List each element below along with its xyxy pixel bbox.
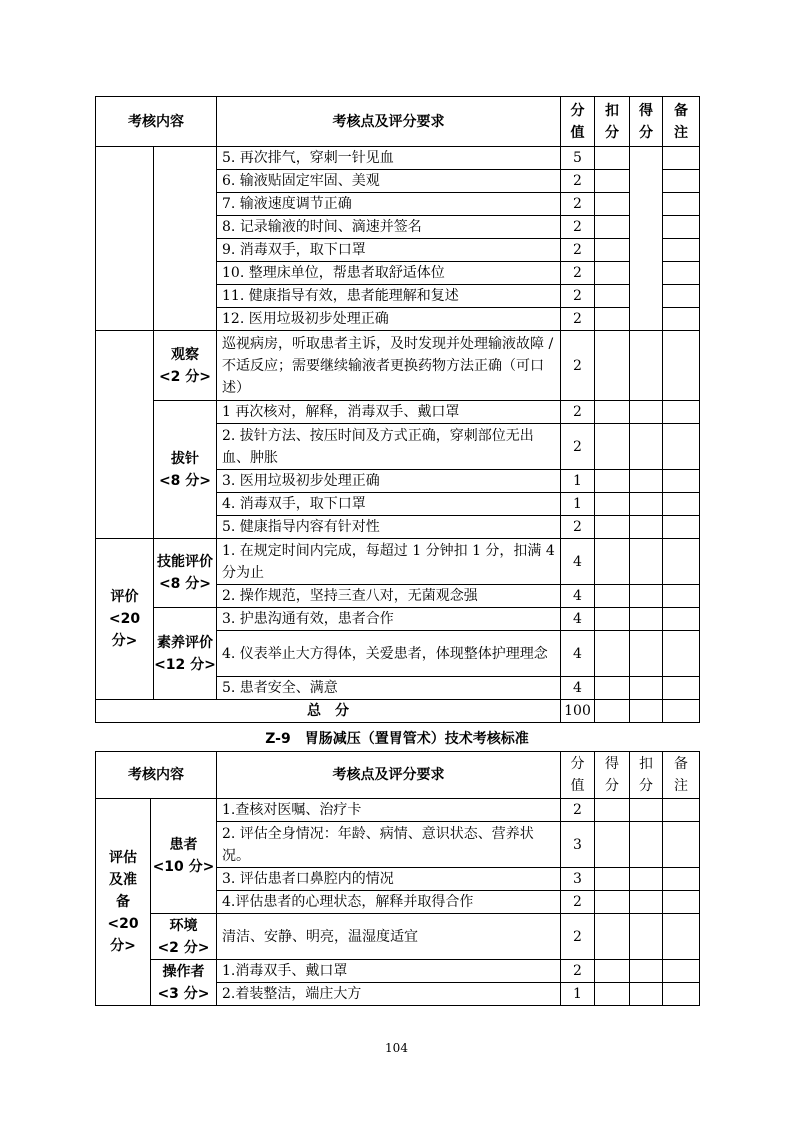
group-points: <2 分>	[158, 368, 212, 385]
deduct-cell[interactable]	[630, 960, 663, 983]
group-name: 患者	[169, 837, 198, 853]
get-cell[interactable]	[595, 799, 630, 822]
group-observe	[154, 331, 217, 401]
criterion-text: 4. 仪表举止大方得体，关爱患者，体现整体护理理念	[217, 631, 561, 677]
score-value: 4	[561, 585, 595, 608]
header-note: 备注	[663, 97, 700, 147]
criterion-text: 3. 护患沟通有效，患者合作	[217, 608, 561, 631]
group-remove	[154, 401, 217, 539]
criterion-text: 1 再次核对，解释，消毒双手、戴口罩	[217, 401, 561, 424]
score-value: 2	[561, 891, 595, 914]
criterion-text: 2.着装整洁，端庄大方	[217, 983, 561, 1006]
get-cell[interactable]	[630, 147, 663, 331]
score-value: 5	[561, 147, 595, 170]
criterion-text: 8. 记录输液的时间、滴速并签名	[217, 216, 561, 239]
note-cell[interactable]	[663, 308, 700, 331]
get-cell[interactable]	[595, 822, 630, 868]
criterion-text: 巡视病房，听取患者主诉，及时发现并处理输液故障 / 不适反应；需要继续输液者更换药物方法正确（可口述）	[217, 331, 561, 401]
deduct-cell[interactable]	[595, 170, 630, 193]
criterion-text: 2. 拔针方法、按压时间及方式正确，穿刺部位无出血、肿胀	[217, 424, 561, 470]
note-cell[interactable]	[663, 983, 700, 1006]
deduct-cell[interactable]	[595, 401, 630, 424]
score-value: 4	[561, 677, 595, 700]
deduct-cell[interactable]	[595, 262, 630, 285]
score-value: 2	[561, 262, 595, 285]
note-cell[interactable]	[663, 516, 700, 539]
header-points: 考核点及评分要求	[217, 97, 561, 147]
score-value: 2	[561, 799, 595, 822]
note-cell[interactable]	[663, 631, 700, 677]
group-name: 评估及准备	[109, 850, 137, 910]
note-cell[interactable]	[663, 262, 700, 285]
get-cell[interactable]	[630, 401, 663, 424]
table-row	[96, 914, 700, 960]
total-row	[96, 700, 700, 723]
deduct-cell[interactable]	[595, 493, 630, 516]
note-cell[interactable]	[663, 424, 700, 470]
deduct-cell[interactable]	[595, 585, 630, 608]
note-cell[interactable]	[663, 285, 700, 308]
note-cell[interactable]	[663, 193, 700, 216]
get-cell[interactable]	[630, 424, 663, 470]
note-cell[interactable]	[663, 470, 700, 493]
note-cell[interactable]	[663, 147, 700, 170]
group-points: <3 分>	[157, 985, 210, 1002]
note-cell[interactable]	[663, 822, 700, 868]
get-cell[interactable]	[630, 516, 663, 539]
criterion-text: 1. 在规定时间内完成，每超过 1 分钟扣 1 分，扣满 4 分为止	[217, 539, 561, 585]
deduct-cell[interactable]	[595, 285, 630, 308]
criterion-text: 9. 消毒双手，取下口罩	[217, 239, 561, 262]
note-cell[interactable]	[663, 331, 700, 401]
blank-cell	[154, 147, 217, 331]
deduct-cell[interactable]	[595, 516, 630, 539]
criterion-text: 10. 整理床单位，帮患者取舒适体位	[217, 262, 561, 285]
deduct-cell[interactable]	[595, 539, 630, 585]
deduct-cell[interactable]	[595, 631, 630, 677]
criterion-text: 12. 医用垃圾初步处理正确	[217, 308, 561, 331]
group-operator	[151, 960, 217, 1006]
score-value: 2	[561, 914, 595, 960]
note-cell[interactable]	[663, 700, 700, 723]
table-header-row	[96, 752, 700, 799]
score-value: 2	[561, 308, 595, 331]
group-quality	[154, 608, 217, 700]
criterion-text: 5. 患者安全、满意	[217, 677, 561, 700]
group-environment	[151, 914, 217, 960]
note-cell[interactable]	[663, 493, 700, 516]
criterion-text: 1.消毒双手、戴口罩	[217, 960, 561, 983]
note-cell[interactable]	[663, 539, 700, 585]
group-name: 评价<20	[108, 589, 141, 627]
get-cell[interactable]	[630, 585, 663, 608]
deduct-cell[interactable]	[595, 308, 630, 331]
score-value: 2	[561, 401, 595, 424]
table-row	[96, 960, 700, 983]
score-value: 2	[561, 193, 595, 216]
group-assess	[96, 799, 151, 1006]
deduct-cell[interactable]	[630, 868, 663, 891]
score-value: 2	[561, 170, 595, 193]
score-value: 1	[561, 493, 595, 516]
get-cell[interactable]	[630, 677, 663, 700]
get-cell[interactable]	[630, 608, 663, 631]
table-row	[96, 401, 700, 424]
note-cell[interactable]	[663, 914, 700, 960]
header-deduct: 扣分	[630, 752, 663, 799]
score-value: 3	[561, 822, 595, 868]
group-points: <20 分>	[107, 916, 139, 954]
criterion-text: 清洁、安静、明亮，温湿度适宜	[217, 914, 561, 960]
section-title: Z-9 胃肠减压（置胃管术）技术考核标准	[265, 731, 529, 747]
criterion-text: 2. 操作规范，坚持三查八对，无菌观念强	[217, 585, 561, 608]
score-value: 3	[561, 868, 595, 891]
group-points: <12 分>	[154, 656, 216, 673]
group-name: 环境	[169, 917, 198, 934]
criterion-text: 5. 再次排气，穿刺一针见血	[217, 147, 561, 170]
group-skill	[154, 539, 217, 608]
header-get: 得分	[595, 752, 630, 799]
deduct-cell[interactable]	[630, 983, 663, 1006]
score-value: 2	[561, 239, 595, 262]
note-cell[interactable]	[663, 585, 700, 608]
get-cell[interactable]	[630, 470, 663, 493]
score-value: 2	[561, 216, 595, 239]
criterion-text: 3. 评估患者口鼻腔内的情况	[217, 868, 561, 891]
header-deduct: 扣分	[595, 97, 630, 147]
group-points: 分>	[111, 633, 138, 649]
header-get: 得分	[630, 97, 663, 147]
scoring-table-1	[95, 96, 700, 723]
note-cell[interactable]	[663, 868, 700, 891]
note-cell[interactable]	[663, 799, 700, 822]
deduct-cell[interactable]	[595, 677, 630, 700]
total-label: 总 分	[96, 700, 561, 723]
header-points: 考核点及评分要求	[217, 752, 561, 799]
table-row	[96, 539, 700, 585]
score-value: 2	[561, 331, 595, 401]
note-cell[interactable]	[663, 677, 700, 700]
note-cell[interactable]	[663, 891, 700, 914]
get-cell[interactable]	[630, 631, 663, 677]
deduct-cell[interactable]	[595, 147, 630, 170]
criterion-text: 4.评估患者的心理状态，解释并取得合作	[217, 891, 561, 914]
criterion-text: 1.查核对医嘱、治疗卡	[217, 799, 561, 822]
header-content: 考核内容	[96, 97, 217, 147]
deduct-cell[interactable]	[630, 914, 663, 960]
score-value: 2	[561, 960, 595, 983]
criterion-text: 11. 健康指导有效，患者能理解和复述	[217, 285, 561, 308]
header-score: 分值	[561, 97, 595, 147]
deduct-cell[interactable]	[595, 608, 630, 631]
get-cell[interactable]	[595, 891, 630, 914]
get-cell[interactable]	[595, 960, 630, 983]
group-points: <2 分>	[157, 939, 210, 956]
get-cell[interactable]	[595, 914, 630, 960]
get-cell[interactable]	[630, 331, 663, 401]
score-value: 4	[561, 539, 595, 585]
score-value: 2	[561, 285, 595, 308]
deduct-cell[interactable]	[595, 331, 630, 401]
note-cell[interactable]	[663, 960, 700, 983]
score-value: 1	[561, 470, 595, 493]
criterion-text: 7. 输液速度调节正确	[217, 193, 561, 216]
deduct-cell[interactable]	[630, 822, 663, 868]
deduct-cell[interactable]	[595, 239, 630, 262]
score-value: 2	[561, 516, 595, 539]
get-cell[interactable]	[595, 868, 630, 891]
group-evaluate	[96, 539, 154, 700]
group-patient	[151, 799, 217, 914]
deduct-cell[interactable]	[630, 891, 663, 914]
note-cell[interactable]	[663, 608, 700, 631]
criterion-text: 3. 医用垃圾初步处理正确	[217, 470, 561, 493]
criterion-text: 4. 消毒双手，取下口罩	[217, 493, 561, 516]
table-row	[96, 608, 700, 631]
score-value: 1	[561, 983, 595, 1006]
deduct-cell[interactable]	[595, 193, 630, 216]
deduct-cell[interactable]	[595, 700, 630, 723]
header-note: 备注	[663, 752, 700, 799]
table-row	[96, 799, 700, 822]
group-points: <8 分>	[158, 576, 212, 592]
table-row	[96, 147, 700, 170]
note-cell[interactable]	[663, 239, 700, 262]
note-cell[interactable]	[663, 216, 700, 239]
group-name: 观察	[171, 346, 199, 363]
score-value: 4	[561, 608, 595, 631]
scoring-table-2	[95, 751, 700, 1006]
deduct-cell[interactable]	[630, 799, 663, 822]
note-cell[interactable]	[663, 170, 700, 193]
criterion-text: 5. 健康指导内容有针对性	[217, 516, 561, 539]
deduct-cell[interactable]	[595, 424, 630, 470]
blank-cell	[96, 331, 154, 539]
blank-cell	[96, 147, 154, 331]
score-value: 4	[561, 631, 595, 677]
group-points: <10 分>	[152, 859, 215, 875]
group-name: 素养评价	[157, 634, 213, 651]
group-points: <8 分>	[158, 472, 212, 489]
group-name: 技能评价	[157, 554, 213, 570]
page-number: 104	[385, 1041, 408, 1055]
criterion-text: 6. 输液贴固定牢固、美观	[217, 170, 561, 193]
get-cell[interactable]	[595, 983, 630, 1006]
get-cell[interactable]	[630, 539, 663, 585]
note-cell[interactable]	[663, 401, 700, 424]
group-name: 拔针	[171, 450, 199, 467]
get-cell[interactable]	[630, 493, 663, 516]
header-score: 分值	[561, 752, 595, 799]
table-header-row	[96, 97, 700, 147]
total-score: 100	[561, 700, 595, 723]
score-value: 2	[561, 424, 595, 470]
get-cell[interactable]	[630, 700, 663, 723]
header-content: 考核内容	[96, 752, 217, 799]
deduct-cell[interactable]	[595, 470, 630, 493]
criterion-text: 2. 评估全身情况：年龄、病情、意识状态、营养状况。	[217, 822, 561, 868]
group-name: 操作者	[162, 963, 205, 980]
table-row	[96, 331, 700, 401]
deduct-cell[interactable]	[595, 216, 630, 239]
